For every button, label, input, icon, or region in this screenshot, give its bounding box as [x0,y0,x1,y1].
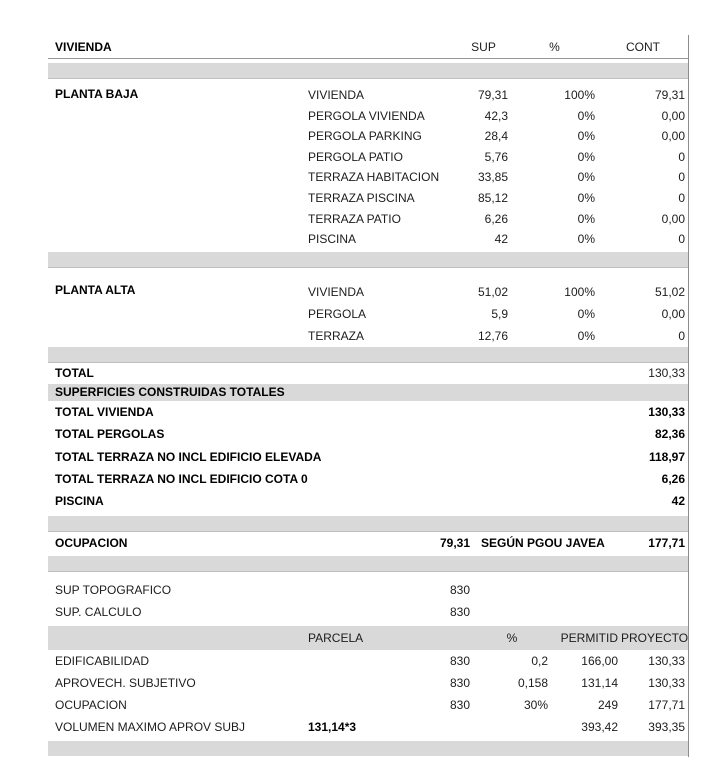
separator-band [48,556,688,572]
parcel-row [48,694,688,716]
row-pct-value: 0,2 [531,653,548,668]
cell-spacer [55,626,308,650]
row-pct-value: 0% [577,328,595,343]
parcel-row [48,716,688,738]
separator-band [48,741,688,756]
areas-table [48,36,688,756]
row-cont-value: 0 [678,328,685,343]
row-permitid-value: 393,42 [581,719,618,734]
spacer [48,572,688,579]
cell-spacer [308,579,408,601]
separator-band [48,252,688,268]
row-cont-value: 0,00 [661,108,685,123]
row-sup-value: 6,26 [484,211,508,226]
label-spacer [55,303,308,325]
row-cont-value: 0,00 [661,306,685,321]
row-parcela-value [408,716,473,738]
row-sup-value: 79,31 [477,88,508,102]
cell-spacer [473,579,551,601]
parcel-header-parcela: PARCELA [308,630,364,645]
row-formula [308,694,408,716]
row-parcela-value: 830 [449,697,470,712]
row-pct-value: 100% [564,284,595,299]
spacer [48,268,688,272]
data-row [48,303,688,325]
summary-label: TOTAL TERRAZA NO INCL EDIFICIO ELEVADA [55,449,322,464]
row-sup-value: 42,3 [484,108,508,123]
header-col-cont: CONT [626,40,660,54]
label-spacer [55,229,308,250]
summary-row [48,401,688,423]
row-formula [308,672,408,694]
ocupacion-note: SEGÚN PGOU JAVEA [481,535,605,550]
table-header-row [48,36,688,59]
row-pct-value: 100% [564,88,595,102]
ocupacion-sup-value: 79,31 [439,535,470,550]
row-pct-value: 30% [523,697,548,712]
row-sup-value: 51,02 [477,284,508,299]
row-sup-value: 85,12 [477,190,508,205]
label-spacer [55,126,308,147]
row-cont-value: 0 [678,170,685,185]
row-num-value: 830 [449,604,470,619]
row-proyecto-value: 393,35 [648,719,685,734]
data-row [48,601,688,623]
data-row [48,229,688,250]
data-row [48,126,688,147]
row-pct-value: 0% [577,129,595,144]
cell-spacer [621,601,688,623]
row-sublabel: PERGOLA VIVIENDA [308,108,425,123]
parcel-header-proyecto: PROYECTO [621,630,689,645]
row-pct-value [473,716,551,738]
data-row [48,325,688,347]
row-label: OCUPACION [55,697,127,712]
row-pct-value: 0% [577,170,595,185]
row-formula: 131,14*3 [308,719,357,734]
row-cont-value: 0 [678,149,685,164]
row-label: SUP. CALCULO [55,604,142,619]
summary-value: 130,33 [648,404,685,419]
data-row [48,167,688,188]
row-pct-value: 0% [577,306,595,321]
summary-label: PISCINA [55,494,104,509]
row-sup-value: 33,85 [477,170,508,185]
summary-value: 42 [671,494,685,509]
row-label: APROVECH. SUBJETIVO [55,675,196,690]
header-col-pct: % [549,40,560,54]
cell-spacer [408,626,473,650]
summary-row [48,490,688,512]
separator-band [48,63,688,79]
label-spacer [55,188,308,209]
row-label: SUP TOPOGRAFICO [55,582,172,597]
row-label: VOLUMEN MAXIMO APROV SUBJ [55,719,246,734]
label-spacer [55,147,308,168]
summary-label: TOTAL VIVIENDA [55,404,154,419]
total-label: TOTAL [55,365,94,380]
row-sublabel: PERGOLA [308,306,367,321]
row-permitid-value: 131,14 [581,675,618,690]
row-cont-value: 79,31 [654,88,685,102]
row-cont-value: 51,02 [654,284,685,299]
cell-spacer [308,601,408,623]
row-sublabel: VIVIENDA [308,88,365,102]
row-pct-value: 0% [577,232,595,247]
summary-header-band: SUPERFICIES CONSTRUIDAS TOTALES [48,384,688,401]
data-row [48,147,688,168]
total-row [48,363,688,384]
row-sublabel: PISCINA [308,232,357,247]
data-row [48,281,688,303]
row-parcela-value: 830 [449,653,470,668]
row-pct-value: 0% [577,108,595,123]
row-proyecto-value: 130,33 [648,653,685,668]
page-title: VIVIENDA [55,40,112,54]
row-sup-value: 28,4 [484,129,508,144]
section-label: PLANTA ALTA [55,282,136,297]
cell-spacer [473,601,551,623]
row-cont-value: 0 [678,232,685,247]
row-permitid-value: 166,00 [581,653,618,668]
row-sublabel: PERGOLA PATIO [308,149,403,164]
summary-row [48,468,688,490]
row-sublabel: TERRAZA PISCINA [308,190,415,205]
row-parcela-value: 830 [449,675,470,690]
table-right-border [688,35,689,757]
row-sublabel: VIVIENDA [308,284,365,299]
summary-label: TOTAL PERGOLAS [55,427,165,442]
data-row [48,579,688,601]
row-sup-value: 5,76 [484,149,508,164]
section-planta-alta [48,281,688,347]
header-col-sup: SUP [471,40,496,54]
row-formula [308,650,408,672]
row-sup-value: 5,9 [491,306,508,321]
row-cont-value: 0 [678,190,685,205]
parcel-row [48,650,688,672]
row-sublabel: TERRAZA HABITACION [308,170,440,185]
data-row [48,188,688,209]
summary-row [48,423,688,445]
cell-spacer [551,579,621,601]
separator-band [48,516,688,532]
row-proyecto-value: 177,71 [648,697,685,712]
row-cont-value: 0,00 [661,129,685,144]
row-label: EDIFICABILIDAD [55,653,150,668]
parcel-header-row [48,626,688,650]
ocupacion-cont-value: 177,71 [648,535,685,550]
total-value: 130,33 [648,365,685,380]
parcel-header-permitid: PERMITID [560,630,618,645]
row-sup-value: 12,76 [477,328,508,343]
summary-value: 118,97 [648,449,685,464]
row-pct-value: 0,158 [517,675,548,690]
section-planta-baja [48,85,688,250]
label-spacer [55,325,308,347]
data-row [48,106,688,127]
row-proyecto-value: 130,33 [648,675,685,690]
row-pct-value: 0% [577,149,595,164]
summary-row [48,446,688,468]
data-row [48,85,688,106]
label-spacer [55,209,308,230]
row-sup-value: 42 [494,232,508,247]
summary-value: 82,36 [654,427,685,442]
row-pct-value: 0% [577,190,595,205]
parcel-header-pct: % [506,630,518,645]
label-spacer [55,106,308,127]
row-permitid-value: 249 [597,697,618,712]
ocupacion-row [48,532,688,554]
label-spacer [55,167,308,188]
cell-spacer [621,579,688,601]
separator-band [48,347,688,363]
row-sublabel: TERRAZA [308,328,365,343]
row-num-value: 830 [449,582,470,597]
row-pct-value: 0% [577,211,595,226]
summary-label: TOTAL TERRAZA NO INCL EDIFICIO COTA 0 [55,471,308,486]
parcel-row [48,672,688,694]
summary-value: 6,26 [661,471,685,486]
section-label: PLANTA BAJA [55,87,139,101]
ocupacion-label: OCUPACION [55,535,128,550]
data-row [48,209,688,230]
row-cont-value: 0,00 [661,211,685,226]
cell-spacer [551,601,621,623]
row-sublabel: TERRAZA PATIO [308,211,401,226]
row-sublabel: PERGOLA PARKING [308,129,422,144]
